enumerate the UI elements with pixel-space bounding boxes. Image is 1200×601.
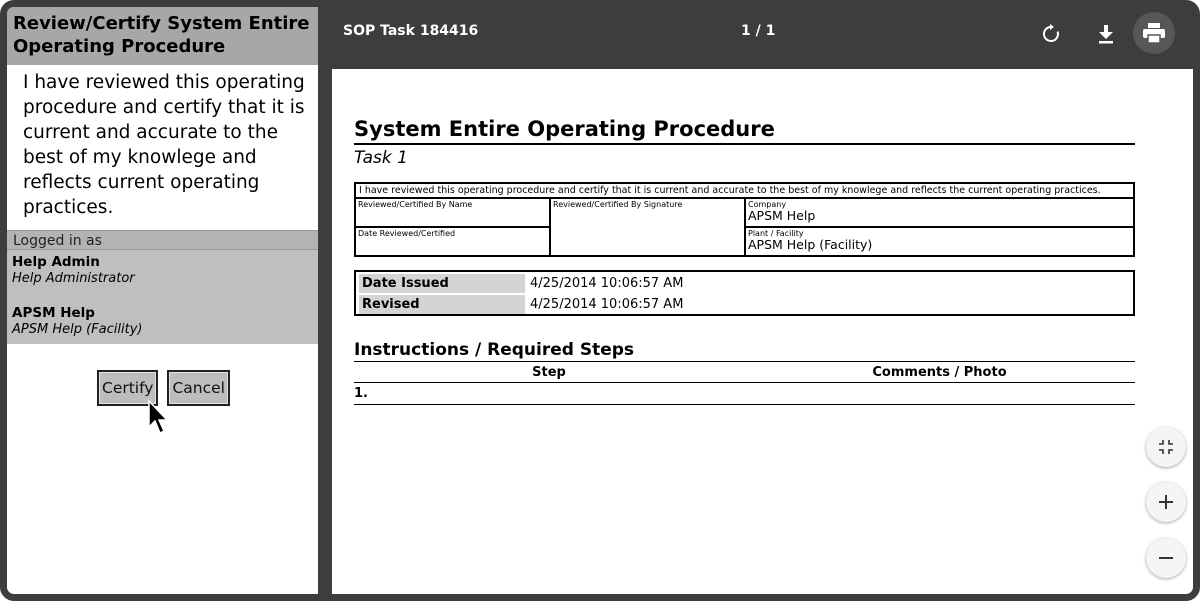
- user-info: [7, 250, 318, 344]
- mouse-cursor-icon: [147, 399, 173, 439]
- logged-in-label: Logged in as: [7, 230, 318, 250]
- reviewed-by-name-label: Reviewed/Certified By Name: [358, 200, 473, 209]
- fit-page-icon: [1158, 439, 1174, 455]
- cert-statement: I have reviewed this operating procedure and certify that it is current and accurate to the best of my knowlege and reflects the current operating practices.: [355, 183, 1134, 198]
- date-issued-label: Date Issued: [359, 274, 525, 293]
- steps-header-row: [354, 362, 1135, 383]
- document-heading: System Entire Operating Procedure: [354, 117, 1135, 145]
- plant-label: Plant / Facility: [748, 229, 804, 238]
- panel-title: Review/Certify System Entire Operating Procedure: [7, 7, 318, 65]
- revised-label: Revised: [359, 295, 525, 314]
- company-value: APSM Help: [748, 208, 816, 223]
- plant-value: APSM Help (Facility): [748, 237, 873, 252]
- fit-page-button[interactable]: [1146, 427, 1186, 467]
- zoom-out-icon: [1158, 550, 1174, 566]
- revised-value: 4/25/2014 10:06:57 AM: [530, 297, 684, 312]
- certify-message: I have reviewed this operating procedure and certify that it is current and accurate to the best of my knowlege and reflects current operating practices.: [23, 72, 305, 218]
- certification-table: [354, 182, 1135, 257]
- document-page: [354, 117, 1135, 405]
- zoom-in-icon: [1158, 494, 1174, 510]
- download-icon[interactable]: [1092, 20, 1120, 48]
- reviewed-by-signature-label: Reviewed/Certified By Signature: [553, 200, 683, 209]
- user-name: Help Admin: [12, 254, 100, 270]
- document-title: SOP Task 184416: [343, 23, 479, 39]
- comments-column-header: Comments / Photo: [872, 364, 1007, 380]
- panel-divider: [318, 7, 332, 594]
- page-counter: 1 / 1: [741, 23, 776, 39]
- org-name: APSM Help: [12, 305, 95, 321]
- certify-button[interactable]: Certify: [97, 370, 158, 406]
- document-subheading: Task 1: [354, 148, 408, 168]
- print-icon: [1143, 23, 1165, 43]
- date-issued-value: 4/25/2014 10:06:57 AM: [530, 276, 684, 291]
- date-reviewed-label: Date Reviewed/Certified: [358, 229, 456, 238]
- document-viewer[interactable]: [332, 69, 1193, 594]
- print-button[interactable]: [1133, 12, 1175, 54]
- dates-box: [354, 270, 1135, 316]
- certify-panel: [7, 7, 318, 594]
- steps-heading: Instructions / Required Steps: [354, 340, 1135, 362]
- rotate-icon[interactable]: [1037, 20, 1065, 48]
- zoom-in-button[interactable]: [1146, 482, 1186, 522]
- user-role: Help Administrator: [12, 271, 135, 286]
- org-facility: APSM Help (Facility): [12, 322, 143, 337]
- cancel-button[interactable]: Cancel: [167, 370, 230, 406]
- company-label: Company: [748, 200, 787, 209]
- zoom-out-button[interactable]: [1146, 538, 1186, 578]
- step-column-header: Step: [532, 364, 566, 380]
- table-row: 1.: [354, 383, 1135, 405]
- viewer-toolbar: [318, 7, 1193, 59]
